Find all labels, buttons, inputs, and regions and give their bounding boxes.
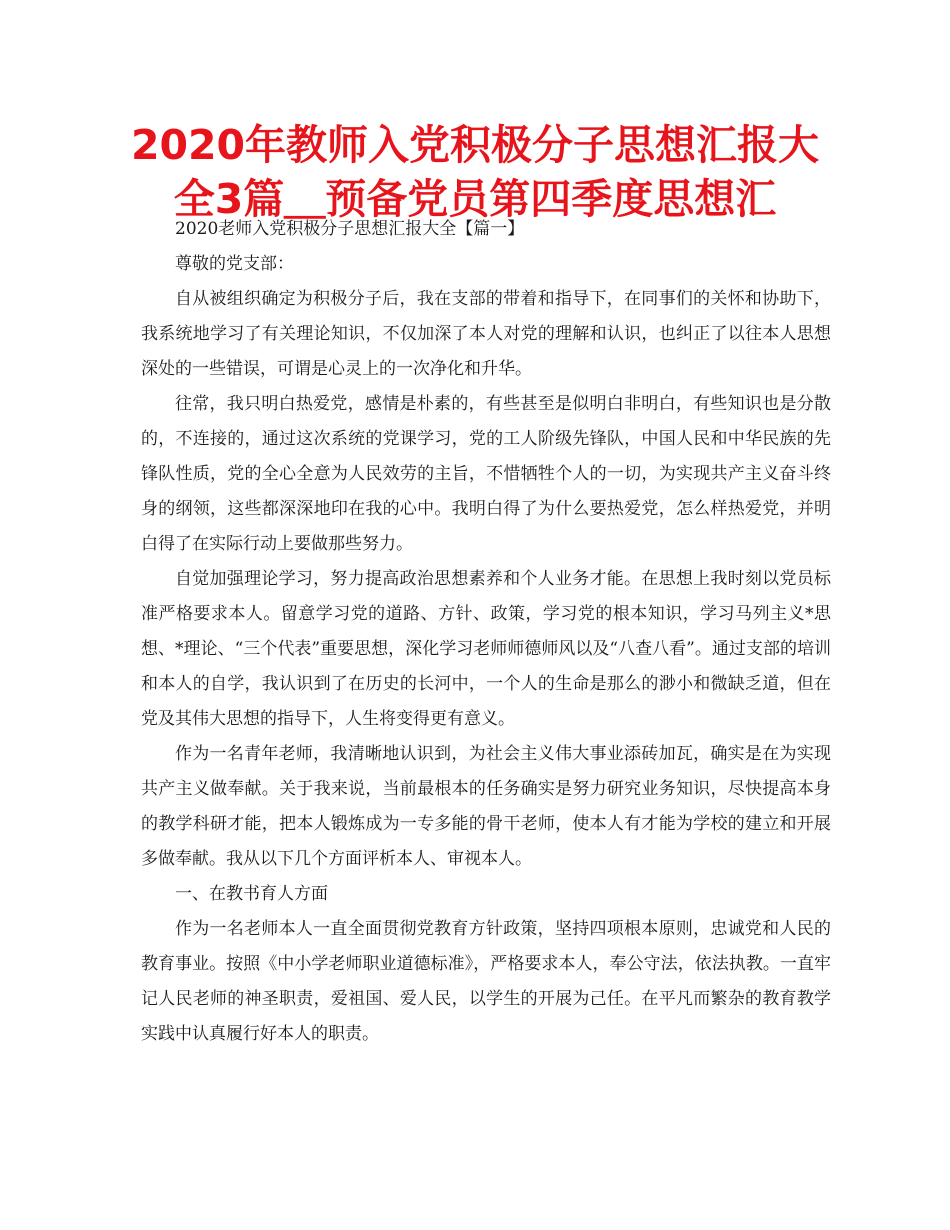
document-body (141, 212, 831, 1052)
paragraph: 作为一名青年老师，我清晰地认识到，为社会主义伟大事业添砖加瓦，确实是在为实现共产主义做奉献。关于我来说，当前最根本的任务确实是努力研究业务知识，尽快提高本身的教学科研才能，把本人锻炼成为一专多能的骨干老师，使本人有才能为学校的建立和开展多做奉献。我从以下几个方面评析本人、审视本人。 (141, 744, 831, 869)
paragraph: 自觉加强理论学习，努力提高政治思想素养和个人业务才能。在思想上我时刻以党员标准严格要求本人。留意学习党的道路、方针、政策，学习党的根本知识，学习马列主义*思想、*理论、“三个代表”重要思想，深化学习老师师德师风以及“八查八看”。通过支部的培训和本人的自学，我认识到了在历史的长河中，一个人的生命是那么的渺小和微缺乏道，但在党及其伟大思想的指导下，人生将变得更有意义。 (141, 569, 831, 729)
document-title: 2020年教师入党积极分子思想汇报大全3篇＿预备党员第四季度思想汇 (130, 121, 820, 223)
paragraph: 自从被组织确定为积极分子后，我在支部的带着和指导下，在同事们的关怀和协助下，我系统地学习了有关理论知识，不仅加深了本人对党的理解和认识，也纠正了以往本人思想深处的一些错误，可谓是心灵上的一次净化和升华。 (141, 289, 831, 379)
paragraph: 作为一名老师本人一直全面贯彻党教育方针政策，坚持四项根本原则，忠诚党和人民的教育事业。按照《中小学老师职业道德标准》，严格要求本人，奉公守法，依法执教。一直牢记人民老师的神圣职责，爱祖国、爱人民，以学生的开展为己任。在平凡而繁杂的教育教学实践中认真履行好本人的职责。 (141, 919, 831, 1044)
section-heading: 2020老师入党积极分子思想汇报大全【篇一】 (175, 219, 525, 239)
paragraph: 往常，我只明白热爱党，感情是朴素的，有些甚至是似明白非明白，有些知识也是分散的，不连接的，通过这次系统的党课学习，党的工人阶级先锋队，中国人民和中华民族的先锋队性质，党的全心全意为人民效劳的主旨，不惜牺牲个人的一切，为实现共产主义奋斗终身的纲领，这些都深深地印在我的心中。我明白得了为什么要热爱党，怎么样热爱党，并明白得了在实际行动上要做那些努力。 (141, 394, 831, 554)
salutation: 尊敬的党支部： (175, 254, 294, 274)
subheading: 一、在教书育人方面 (175, 884, 328, 904)
